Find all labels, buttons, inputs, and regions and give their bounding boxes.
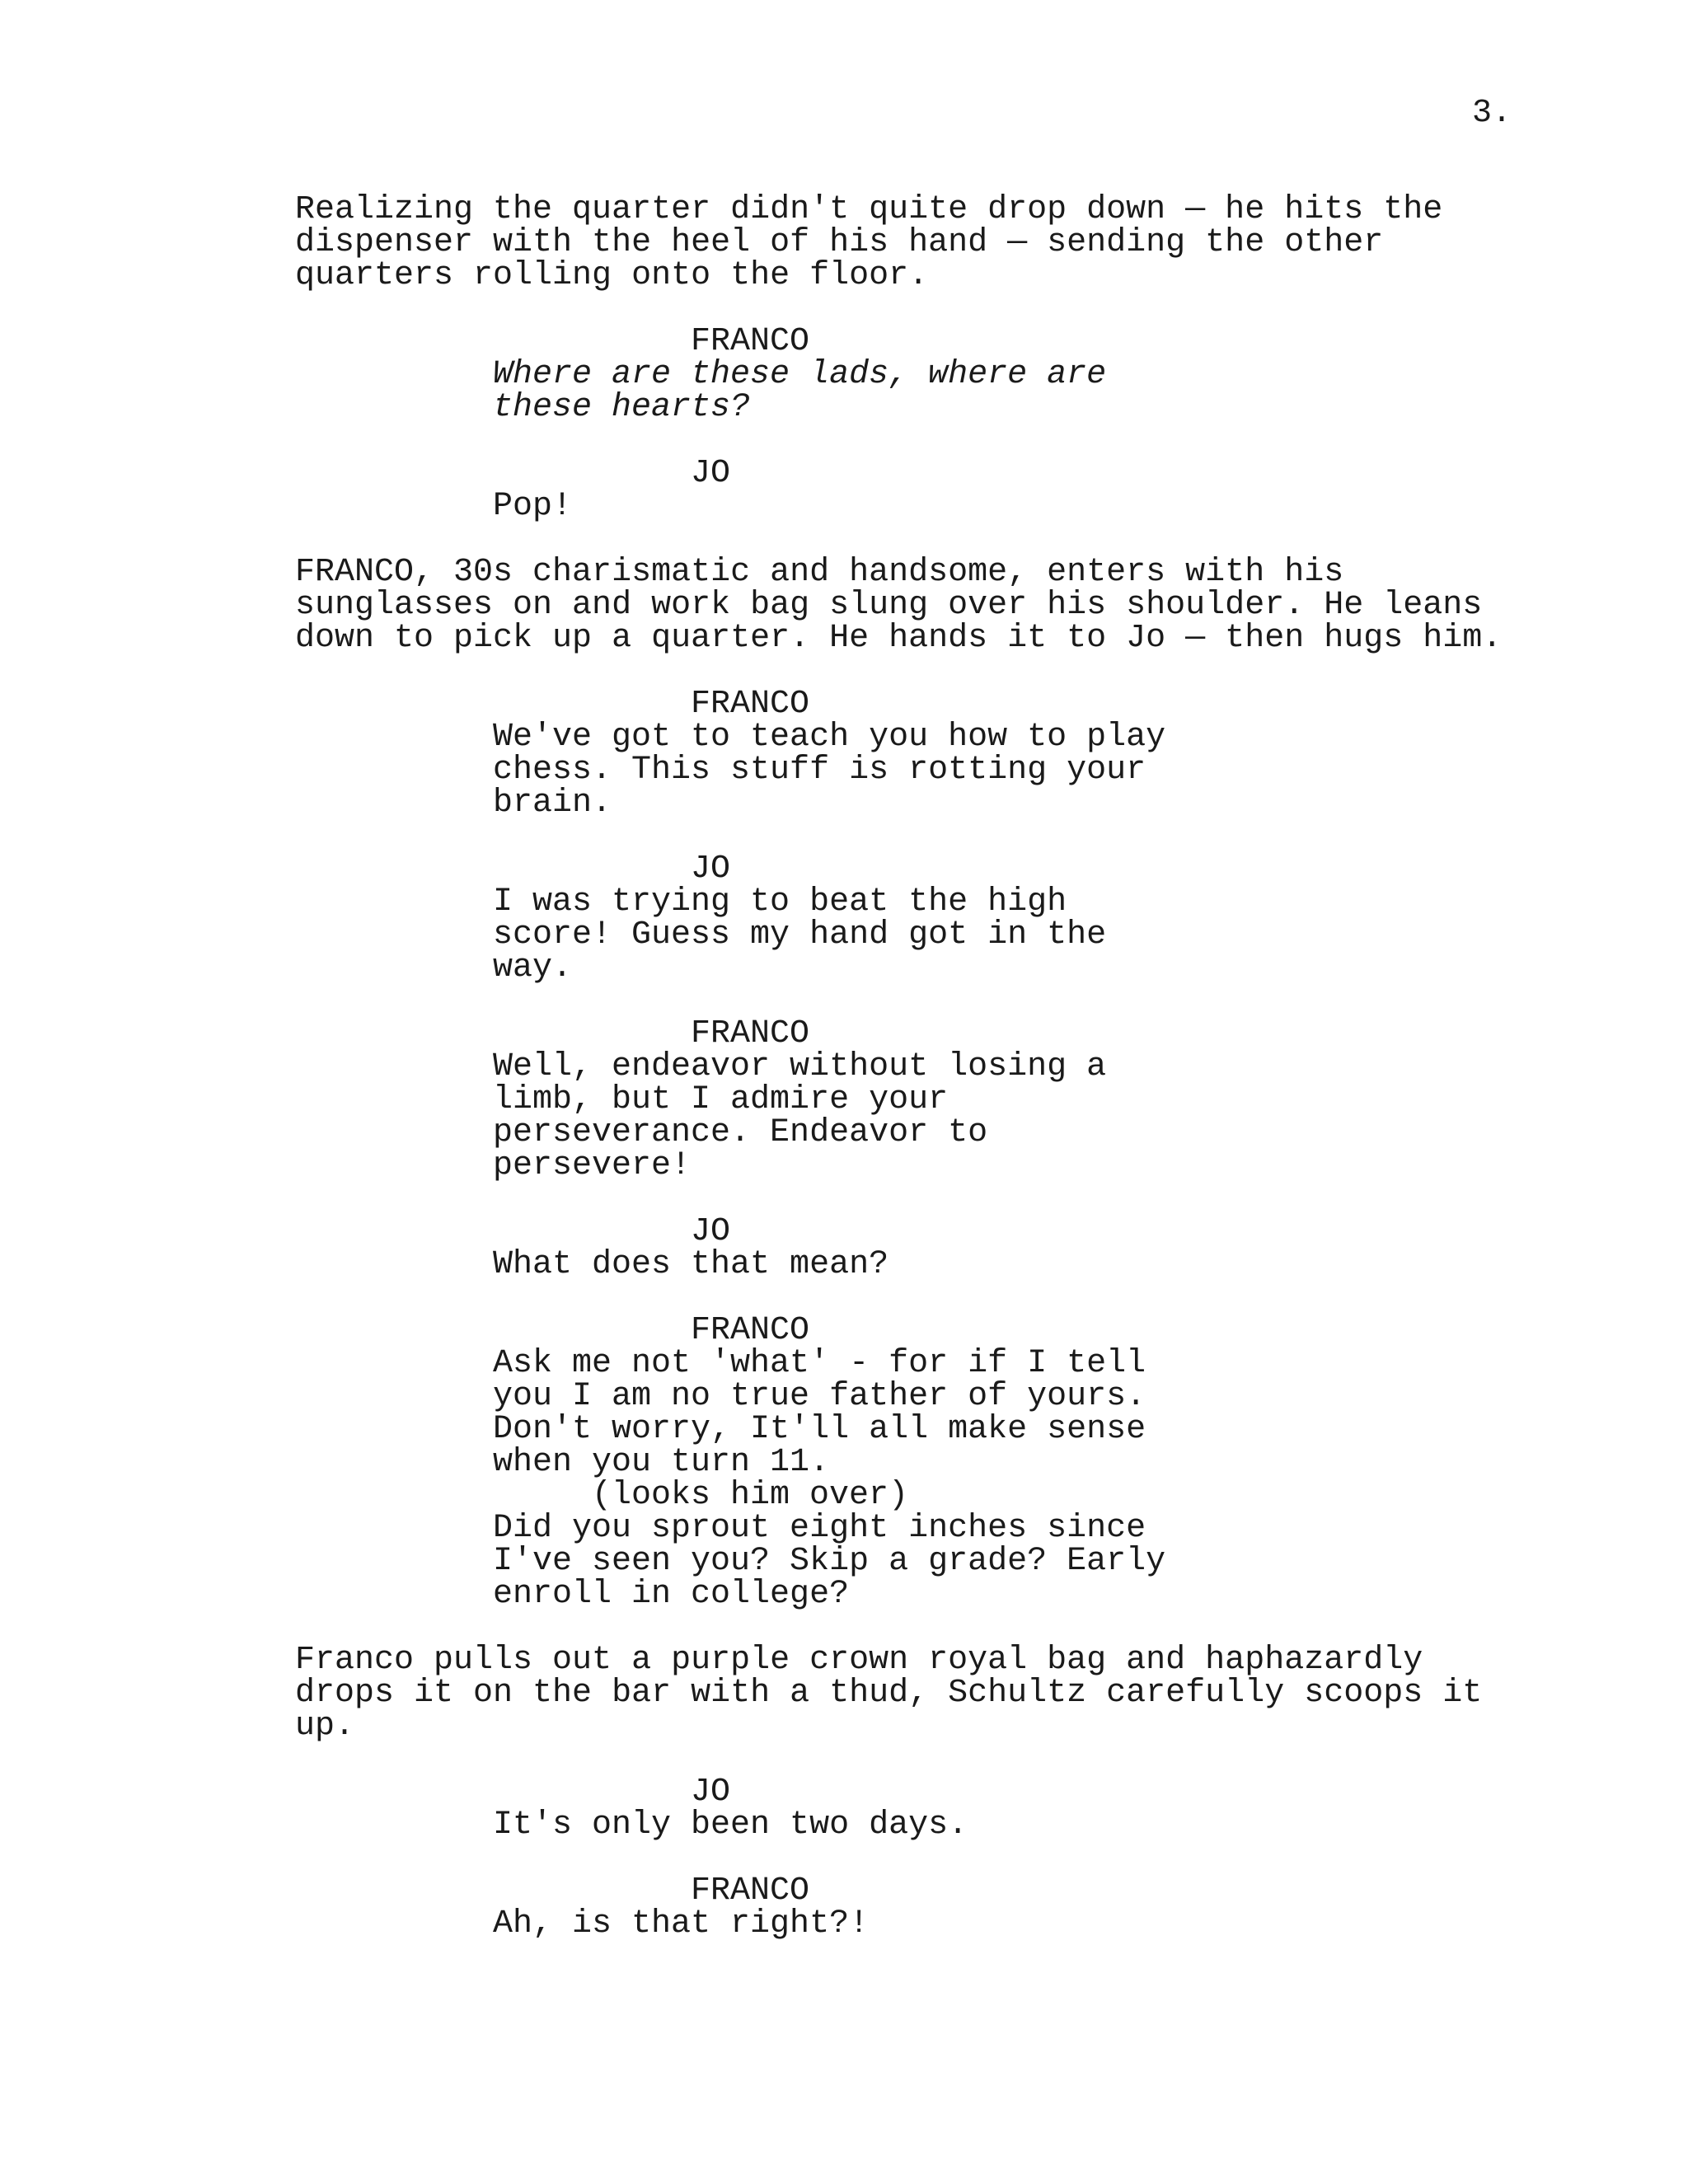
action-paragraph: FRANCO, 30s charismatic and handsome, enters with his sunglasses on and work bag slung over his shoulder. He leans down to pick up a quarter. He hands it to Jo — then hugs him.	[295, 554, 1503, 657]
dialogue-line: persevere!	[493, 1147, 692, 1184]
dialogue-line: What does that mean?	[493, 1246, 889, 1283]
action-paragraph: Realizing the quarter didn't quite drop down — he hits the dispenser with the heel of his hand — sending the other quarters rolling onto the floor.	[295, 191, 1443, 294]
dialogue-block	[295, 1213, 1490, 1283]
character-name: FRANCO	[691, 1872, 810, 1910]
dialogue-line: enroll in college?	[493, 1576, 850, 1613]
dialogue-line: limb, but I admire your	[493, 1081, 949, 1118]
dialogue-line: score! Guess my hand got in the	[493, 916, 1107, 954]
character-name: JO	[691, 455, 731, 492]
dialogue-line: I was trying to beat the high	[493, 883, 1067, 921]
character-name: FRANCO	[691, 1015, 810, 1052]
dialogue-block	[295, 1872, 1490, 1943]
dialogue-block	[295, 853, 1490, 985]
dialogue-line: Don't worry, It'll all make sense	[493, 1411, 1146, 1448]
dialogue-block	[295, 1015, 1490, 1184]
dialogue-line: Well, endeavor without losing a	[493, 1048, 1107, 1085]
character-name: FRANCO	[691, 686, 810, 723]
dialogue-line: It's only been two days.	[493, 1807, 968, 1844]
character-name: FRANCO	[691, 323, 810, 360]
character-name: FRANCO	[691, 1312, 810, 1349]
parenthetical: (looks him over)	[592, 1477, 909, 1514]
dialogue-line: I've seen you? Skip a grade? Early	[493, 1543, 1166, 1580]
dialogue-line: when you turn 11.	[493, 1444, 830, 1481]
dialogue-line: perseverance. Endeavor to	[493, 1114, 988, 1151]
dialogue-line: you I am no true father of yours.	[493, 1378, 1146, 1415]
dialogue-line: We've got to teach you how to play	[493, 719, 1166, 756]
character-name: JO	[691, 851, 731, 888]
dialogue-line: brain.	[493, 785, 612, 822]
dialogue-line: Ah, is that right?!	[493, 1905, 870, 1943]
dialogue-block	[295, 323, 1490, 426]
dialogue-block	[295, 688, 1490, 820]
page-number: 3.	[1472, 95, 1512, 132]
dialogue-block	[295, 457, 1490, 523]
dialogue-line: way.	[493, 949, 573, 987]
dialogue-block	[295, 1312, 1490, 1613]
dialogue-line: Where are these lads, where are	[493, 356, 1107, 393]
dialogue-line: chess. This stuff is rotting your	[493, 752, 1146, 789]
dialogue-line: these hearts?	[493, 389, 751, 426]
character-name: JO	[691, 1213, 731, 1250]
action-paragraph: Franco pulls out a purple crown royal bag and haphazardly drops it on the bar with a thud, Schultz carefully scoops it up.	[295, 1642, 1483, 1745]
screenplay-body	[295, 191, 1503, 1974]
dialogue-line: Did you sprout eight inches since	[493, 1510, 1146, 1547]
dialogue-block	[295, 1776, 1490, 1842]
dialogue-line: Pop!	[493, 488, 573, 525]
dialogue-line: Ask me not 'what' - for if I tell	[493, 1345, 1146, 1382]
character-name: JO	[691, 1774, 731, 1811]
